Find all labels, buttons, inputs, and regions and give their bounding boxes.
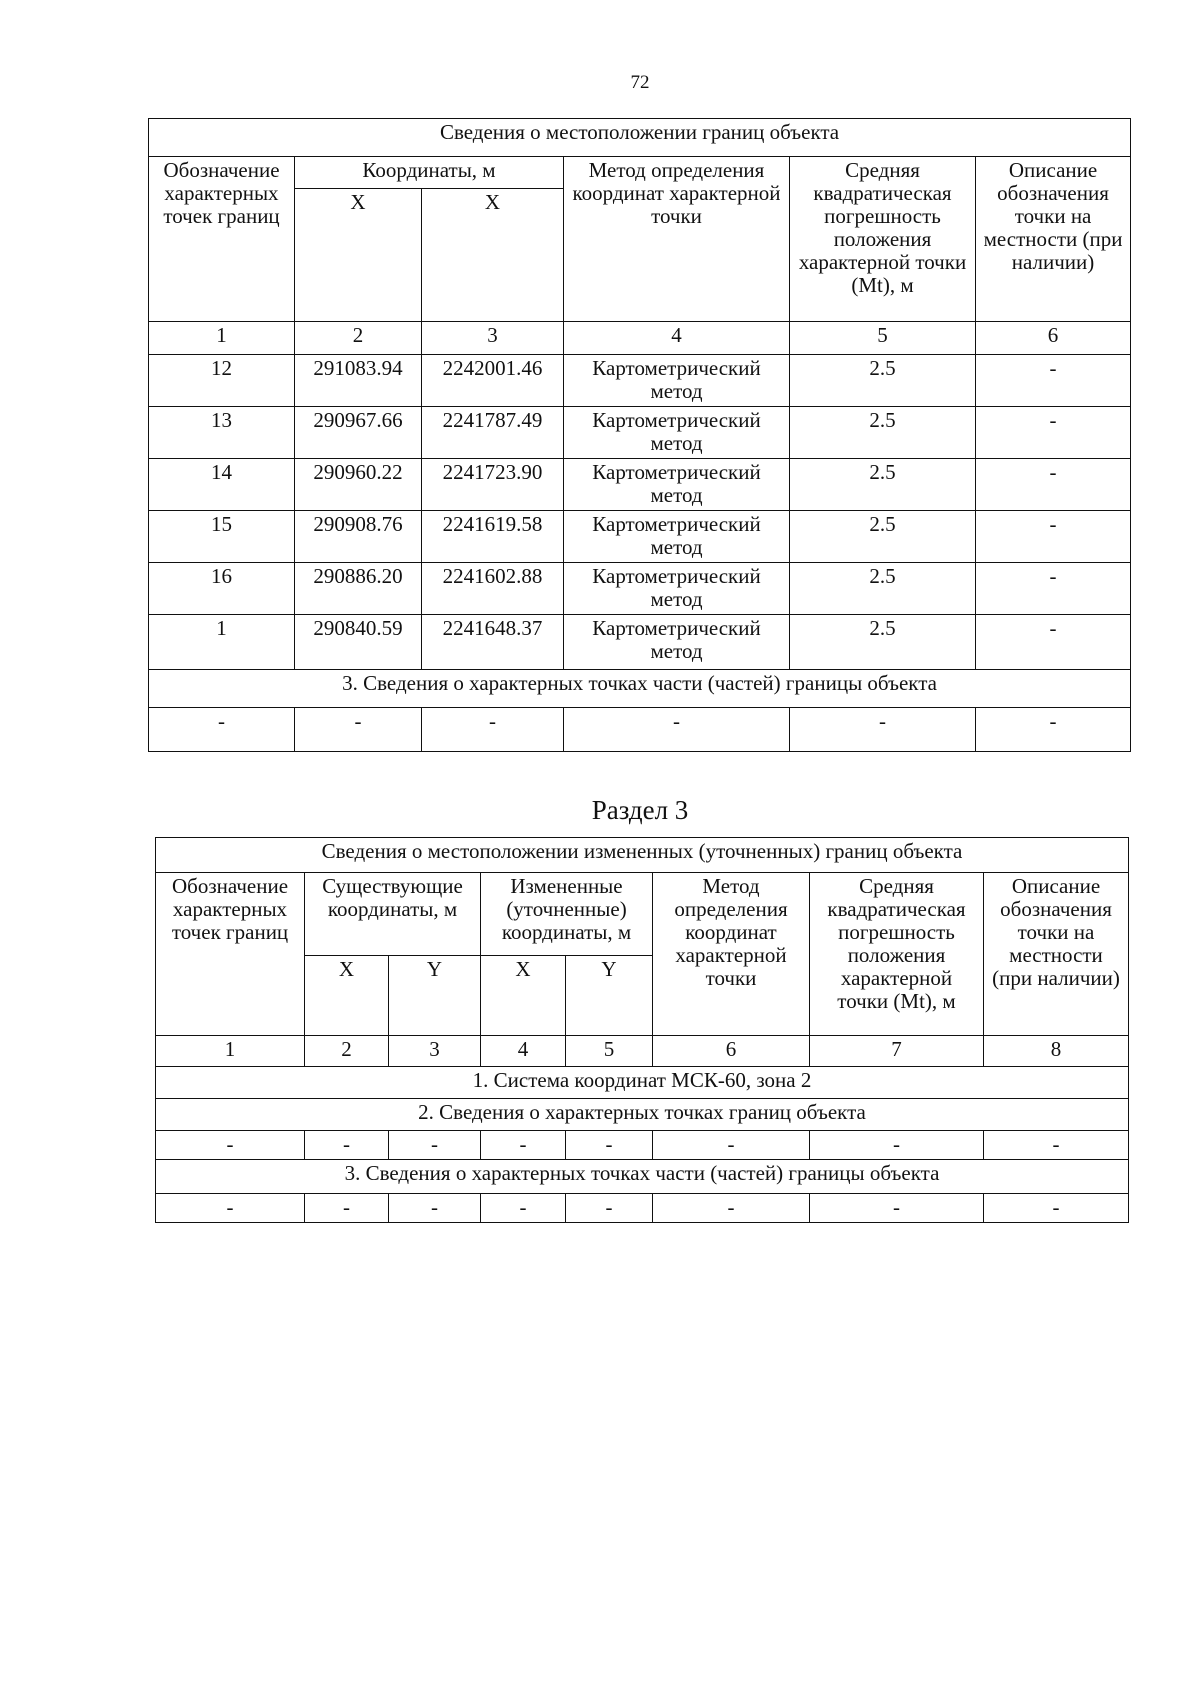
x-coordinate: 291083.94	[295, 355, 422, 407]
header-x-second: X	[422, 189, 564, 322]
section-3-label: 3. Сведения о характерных точках части (частей) границы объекта	[149, 670, 1131, 708]
dash-cell: -	[566, 1131, 653, 1160]
column-number: 3	[389, 1036, 481, 1067]
column-number: 5	[790, 322, 976, 355]
error-cell: 2.5	[790, 459, 976, 511]
dash-cell: -	[984, 1194, 1129, 1223]
error-cell: 2.5	[790, 407, 976, 459]
y-coordinate: 2242001.46	[422, 355, 564, 407]
method-cell: Картометрический метод	[564, 511, 790, 563]
dash-cell: -	[422, 708, 564, 752]
page-number: 72	[630, 72, 650, 93]
point-number: 14	[149, 459, 295, 511]
point-number: 1	[149, 615, 295, 670]
header-existing-y: Y	[389, 956, 481, 1036]
header-error: Средняя квадратическая погрешность положения характерной точки (Mt), м	[810, 873, 984, 1036]
x-coordinate: 290960.22	[295, 459, 422, 511]
table-row	[149, 511, 1131, 563]
description-cell: -	[976, 563, 1131, 615]
column-number-row	[149, 322, 1131, 355]
dash-cell: -	[389, 1194, 481, 1223]
error-cell: 2.5	[790, 615, 976, 670]
header-existing-coordinates: Существующие координаты, м	[305, 873, 481, 956]
dash-cell: -	[305, 1194, 389, 1223]
error-cell: 2.5	[790, 511, 976, 563]
method-cell: Картометрический метод	[564, 407, 790, 459]
method-cell: Картометрический метод	[564, 355, 790, 407]
y-coordinate: 2241787.49	[422, 407, 564, 459]
dash-cell: -	[389, 1131, 481, 1160]
section-1-label: 1. Система координат МСК-60, зона 2	[156, 1067, 1129, 1099]
dash-cell: -	[653, 1131, 810, 1160]
x-coordinate: 290967.66	[295, 407, 422, 459]
table-title: Сведения о местоположении измененных (уточненных) границ объекта	[156, 838, 1129, 873]
method-cell: Картометрический метод	[564, 615, 790, 670]
x-coordinate: 290886.20	[295, 563, 422, 615]
header-designation: Обозначение характерных точек границ	[149, 157, 295, 322]
header-changed-y: Y	[566, 956, 653, 1036]
table-row	[156, 1131, 1129, 1160]
dash-cell: -	[481, 1131, 566, 1160]
header-designation: Обозначение характерных точек границ	[156, 873, 305, 1036]
header-method: Метод определения координат характерной точки	[653, 873, 810, 1036]
table-row	[149, 708, 1131, 752]
column-number-row	[156, 1036, 1129, 1067]
section-title: Раздел 3	[591, 795, 689, 825]
method-cell: Картометрический метод	[564, 563, 790, 615]
column-number: 1	[156, 1036, 305, 1067]
dash-cell: -	[481, 1194, 566, 1223]
column-number: 6	[653, 1036, 810, 1067]
dash-cell: -	[149, 708, 295, 752]
point-number: 12	[149, 355, 295, 407]
point-number: 16	[149, 563, 295, 615]
column-number: 3	[422, 322, 564, 355]
header-description: Описание обозначения точки на местности (при наличии)	[984, 873, 1129, 1036]
column-number: 2	[295, 322, 422, 355]
table-row	[149, 355, 1131, 407]
dash-cell: -	[564, 708, 790, 752]
header-changed-coordinates: Измененные (уточненные) координаты, м	[481, 873, 653, 956]
header-x: X	[295, 189, 422, 322]
section-3-label: 3. Сведения о характерных точках части (частей) границы объекта	[156, 1160, 1129, 1194]
table-row	[149, 563, 1131, 615]
table-title: Сведения о местоположении границ объекта	[149, 119, 1131, 157]
description-cell: -	[976, 459, 1131, 511]
column-number: 4	[481, 1036, 566, 1067]
column-number: 5	[566, 1036, 653, 1067]
header-changed-x: X	[481, 956, 566, 1036]
description-cell: -	[976, 407, 1131, 459]
header-coordinates: Координаты, м	[295, 157, 564, 189]
column-number: 4	[564, 322, 790, 355]
section-2-label: 2. Сведения о характерных точках границ объекта	[156, 1099, 1129, 1131]
table-row	[149, 615, 1131, 670]
column-number: 7	[810, 1036, 984, 1067]
dash-cell: -	[790, 708, 976, 752]
error-cell: 2.5	[790, 355, 976, 407]
dash-cell: -	[566, 1194, 653, 1223]
column-number: 8	[984, 1036, 1129, 1067]
error-cell: 2.5	[790, 563, 976, 615]
header-error: Средняя квадратическая погрешность положения характерной точки (Mt), м	[790, 157, 976, 322]
column-number: 6	[976, 322, 1131, 355]
x-coordinate: 290840.59	[295, 615, 422, 670]
header-method: Метод определения координат характерной точки	[564, 157, 790, 322]
dash-cell: -	[156, 1131, 305, 1160]
dash-cell: -	[984, 1131, 1129, 1160]
description-cell: -	[976, 511, 1131, 563]
header-description: Описание обозначения точки на местности (при наличии)	[976, 157, 1131, 322]
header-existing-x: X	[305, 956, 389, 1036]
table-row	[149, 407, 1131, 459]
dash-cell: -	[810, 1131, 984, 1160]
changed-boundaries-table	[155, 837, 1129, 1223]
column-number: 2	[305, 1036, 389, 1067]
x-coordinate: 290908.76	[295, 511, 422, 563]
point-number: 13	[149, 407, 295, 459]
y-coordinate: 2241602.88	[422, 563, 564, 615]
boundary-location-table	[148, 118, 1131, 752]
dash-cell: -	[653, 1194, 810, 1223]
table-row	[156, 1194, 1129, 1223]
y-coordinate: 2241723.90	[422, 459, 564, 511]
description-cell: -	[976, 355, 1131, 407]
dash-cell: -	[810, 1194, 984, 1223]
y-coordinate: 2241648.37	[422, 615, 564, 670]
method-cell: Картометрический метод	[564, 459, 790, 511]
dash-cell: -	[976, 708, 1131, 752]
y-coordinate: 2241619.58	[422, 511, 564, 563]
column-number: 1	[149, 322, 295, 355]
dash-cell: -	[295, 708, 422, 752]
point-number: 15	[149, 511, 295, 563]
table-row	[149, 459, 1131, 511]
dash-cell: -	[156, 1194, 305, 1223]
description-cell: -	[976, 615, 1131, 670]
dash-cell: -	[305, 1131, 389, 1160]
